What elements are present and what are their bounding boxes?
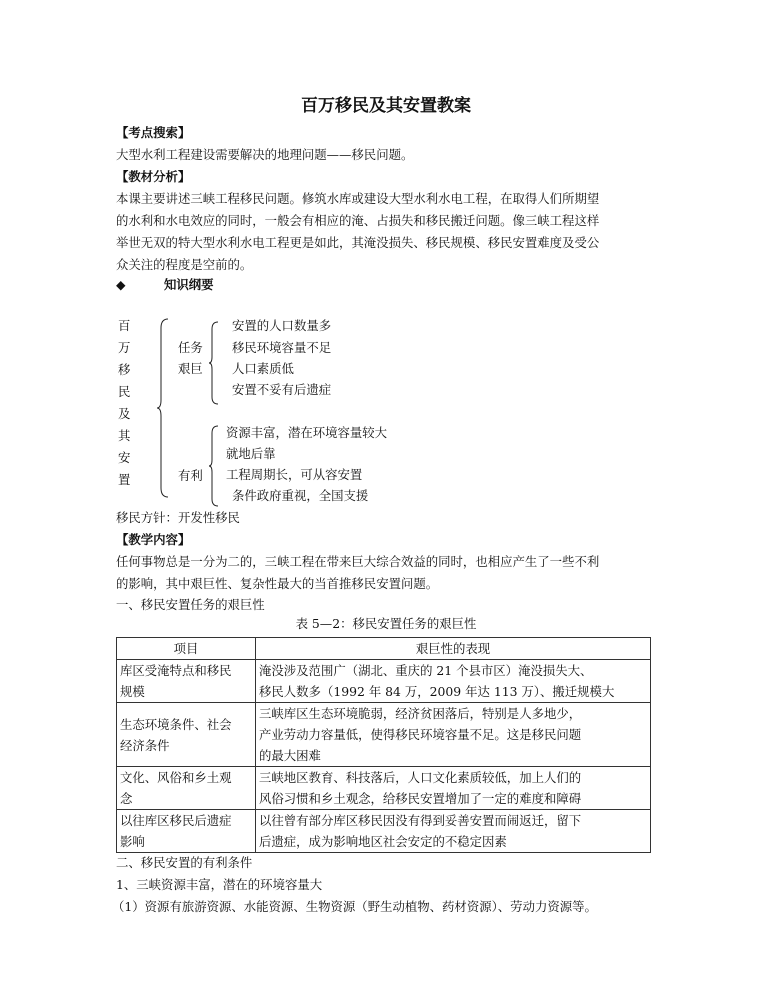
table-caption: 表 5—2：移民安置任务的艰巨性 (295, 616, 477, 631)
point-one-sub: （1）资源有旅游资源、水能资源、生物资源（野生动植物、药材资源）、劳动力资源等。 (112, 899, 597, 914)
outline-char: 安 (118, 450, 131, 465)
page-title: 百万移民及其安置教案 (301, 96, 471, 116)
table-row (117, 660, 651, 703)
cell-line: 三峡地区教育、科技落后，人口文化素质较低，加上人们的 (259, 770, 582, 785)
cell-line: 移民人数多（1992 年 84 万，2009 年达 113 万）、搬迁规模大 (259, 684, 615, 699)
table-row (117, 703, 651, 767)
table-header-row (117, 638, 651, 660)
cell-line: 规模 (120, 684, 145, 699)
section-heading-textbook-analysis: 【教材分析】 (116, 169, 191, 184)
outline-difficult-item: 人口素质低 (232, 361, 294, 376)
outline-favor-brace (208, 425, 220, 507)
cell-line: 风俗习惯和乡土观念，给移民安置增加了一定的难度和障碍 (259, 791, 582, 806)
bullet-diamond-icon: ◆ (116, 277, 126, 292)
outline-difficult-label-2: 艰巨 (178, 361, 203, 376)
cell-line: 库区受淹特点和移民 (120, 663, 232, 678)
cell-line: 影响 (120, 834, 145, 849)
outline-char: 民 (118, 384, 131, 399)
outline-difficult-brace (208, 321, 220, 405)
content-line-2: 的影响，其中艰巨性、复杂性最大的当首推移民安置问题。 (116, 576, 439, 591)
cell-line: 的最大困难 (259, 748, 321, 763)
outline-difficult-item: 安置的人口数量多 (232, 318, 332, 333)
cell-line: 三峡库区生态环境脆弱，经济贫困落后，特别是人多地少， (259, 706, 582, 721)
analysis-line-2: 的水利和水电效应的同时，一般会有相应的淹、占损失和移民搬迁问题。像三峡工程这样 (116, 213, 600, 228)
table-cell-desc (256, 810, 651, 853)
table-header-desc: 艰巨性的表现 (256, 638, 651, 660)
cell-line: 经济条件 (120, 737, 170, 753)
table-cell-item (117, 810, 256, 853)
outline-char: 移 (118, 362, 131, 377)
section-heading-exam-points: 【考点搜索】 (116, 125, 191, 140)
table-row (117, 767, 651, 810)
outline-heading: 知识纲要 (164, 277, 214, 292)
cell-line: 以往曾有部分库区移民因没有得到妥善安置而闹返迁，留下 (259, 813, 582, 828)
difficulty-table (116, 637, 651, 853)
outline-char: 及 (118, 406, 131, 421)
outline-main-brace (156, 318, 170, 498)
point-one: 1、三峡资源丰富，潜在的环境容量大 (116, 877, 323, 892)
cell-line: 文化、风俗和乡土观 (120, 770, 232, 785)
analysis-line-3: 举世无双的特大型水利水电工程更是如此，其淹没损失、移民规模、移民安置难度及受公 (116, 235, 600, 250)
cell-line: 念 (120, 791, 133, 806)
analysis-line-1: 本课主要讲述三峡工程移民问题。修筑水库或建设大型水利水电工程，在取得人们所期望 (116, 191, 600, 206)
table-cell-desc (256, 660, 651, 703)
table-cell-desc (256, 767, 651, 810)
outline-favor-item: 条件政府重视，全国支援 (232, 488, 369, 503)
outline-favor-label: 有利 (178, 468, 203, 483)
outline-difficult-item: 移民环境容量不足 (232, 340, 332, 355)
cell-line: 产业劳动力容量低，使得移民环境容量不足。这是移民问题 (259, 727, 582, 742)
outline-favor-item: 就地后靠 (226, 446, 276, 461)
outline-difficult-item: 安置不妥有后遗症 (232, 382, 332, 397)
outline-char: 其 (118, 428, 131, 443)
outline-favor-item: 工程周期长，可从容安置 (226, 467, 363, 482)
analysis-line-4: 众关注的程度是空前的。 (116, 257, 253, 272)
cell-line: 以往库区移民后遗症 (120, 813, 232, 828)
outline-char: 百 (118, 318, 131, 333)
table-cell-item (117, 767, 256, 810)
outline-favor-item: 资源丰富，潜在环境容量较大 (226, 425, 388, 440)
cell-line: 生态环境条件、社会 (120, 716, 232, 732)
part-two-heading: 二、移民安置的有利条件 (116, 855, 253, 870)
outline-char: 万 (118, 340, 131, 355)
cell-line: 后遗症，成为影响地区社会安定的不稳定因素 (259, 834, 507, 849)
table-header-item: 项目 (117, 638, 256, 660)
part-one-heading: 一、移民安置任务的艰巨性 (116, 597, 265, 612)
table-cell-item (117, 703, 256, 767)
table-cell-item (117, 660, 256, 703)
cell-line: 淹没涉及范围广（湖北、重庆的 21 个县市区）淹没损失大、 (259, 663, 593, 678)
section-heading-teaching-content: 【教学内容】 (116, 532, 191, 547)
outline-char: 置 (118, 472, 131, 487)
table-row (117, 810, 651, 853)
resettlement-policy: 移民方针：开发性移民 (116, 510, 240, 525)
content-line-1: 任何事物总是一分为二的，三峡工程在带来巨大综合效益的同时，也相应产生了一些不利 (116, 554, 600, 569)
outline-difficult-label-1: 任务 (178, 340, 203, 355)
table-cell-desc (256, 703, 651, 767)
exam-points-text: 大型水利工程建设需要解决的地理问题——移民问题。 (116, 147, 414, 162)
